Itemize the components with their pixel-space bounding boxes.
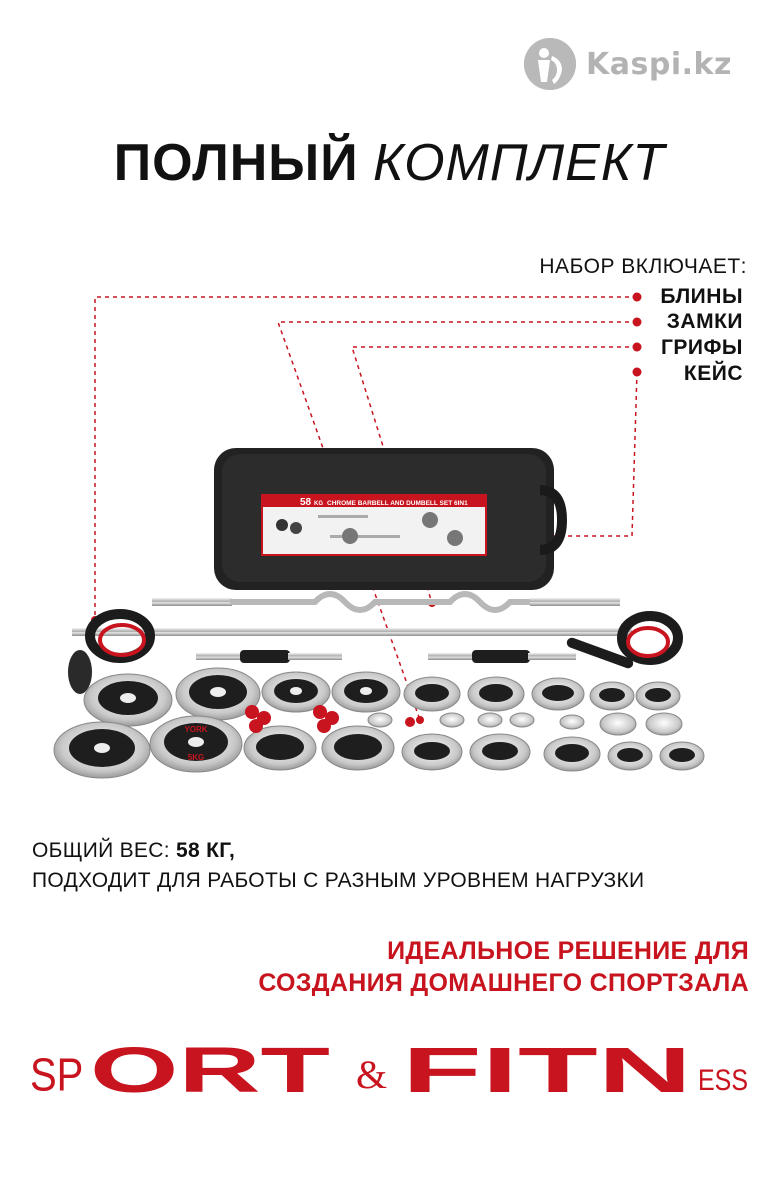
total-weight-value: 58 КГ, bbox=[175, 839, 236, 862]
case-label-weight: 58 bbox=[300, 497, 312, 508]
brand-ort: ORT bbox=[90, 1034, 330, 1106]
slogan-line-1: ИДЕАЛЬНОЕ РЕШЕНИЕ ДЛЯ bbox=[387, 937, 749, 965]
slogan bbox=[258, 935, 749, 999]
bars bbox=[72, 594, 632, 663]
page-title bbox=[0, 128, 779, 198]
plate-small bbox=[468, 677, 524, 711]
plate-small bbox=[402, 734, 462, 770]
includes-item-locks: ЗАМКИ bbox=[666, 310, 743, 333]
includes-heading: НАБОР ВКЛЮЧАЕТ: bbox=[539, 255, 747, 278]
kaspi-logo-text: Kaspi.kz bbox=[586, 46, 732, 82]
bullet-dot bbox=[633, 318, 642, 327]
plate-small bbox=[404, 677, 460, 711]
includes-item-case: КЕЙС bbox=[683, 362, 743, 385]
bullet-dot bbox=[633, 368, 642, 377]
plate-small bbox=[470, 734, 530, 770]
brand-sp: SP bbox=[30, 1049, 84, 1101]
plate-small bbox=[590, 682, 634, 710]
brand-fitn: FITN bbox=[402, 1034, 692, 1106]
plate-large bbox=[84, 674, 172, 726]
kaspi-logo-icon bbox=[524, 38, 576, 90]
title-light: КОМПЛЕКТ bbox=[373, 134, 666, 192]
plate-brand-text: YORK bbox=[184, 725, 208, 734]
plate-small bbox=[608, 742, 652, 770]
plate-weight-text: 5KG bbox=[187, 753, 205, 762]
case-label-text: CHROME BARBELL AND DUMBELL SET 6IN1 bbox=[327, 500, 468, 507]
weight-plates bbox=[54, 668, 704, 778]
total-weight-block bbox=[32, 836, 644, 896]
total-weight-label: ОБЩИЙ ВЕС: bbox=[32, 839, 170, 862]
kaspi-logo bbox=[524, 38, 732, 90]
plate-small bbox=[544, 737, 600, 771]
includes-item-bars: ГРИФЫ bbox=[661, 336, 743, 359]
plate-medium bbox=[332, 672, 400, 712]
includes-item-plates: БЛИНЫ bbox=[660, 285, 743, 308]
title-bold: ПОЛНЫЙ bbox=[113, 134, 359, 192]
plate-small bbox=[660, 742, 704, 770]
carry-case bbox=[214, 448, 562, 590]
brand-wordmark bbox=[30, 1034, 750, 1106]
bullet-dot bbox=[416, 716, 424, 724]
bullet-dot bbox=[633, 293, 642, 302]
plate-small bbox=[532, 678, 584, 710]
plate-small bbox=[636, 682, 680, 710]
plate-large bbox=[54, 722, 150, 778]
product-illustration bbox=[0, 240, 779, 820]
brand-ess: ESS bbox=[698, 1064, 748, 1097]
brand-amp: & bbox=[356, 1052, 388, 1097]
plate-medium bbox=[322, 726, 394, 770]
plate-large bbox=[150, 716, 242, 772]
total-weight-description: ПОДХОДИТ ДЛЯ РАБОТЫ С РАЗНЫМ УРОВНЕМ НАГРУЗКИ bbox=[32, 869, 645, 892]
bullet-dot bbox=[633, 343, 642, 352]
case-label-unit: KG bbox=[314, 501, 323, 507]
slogan-line-2: СОЗДАНИЯ ДОМАШНЕГО СПОРТЗАЛА bbox=[258, 969, 749, 997]
